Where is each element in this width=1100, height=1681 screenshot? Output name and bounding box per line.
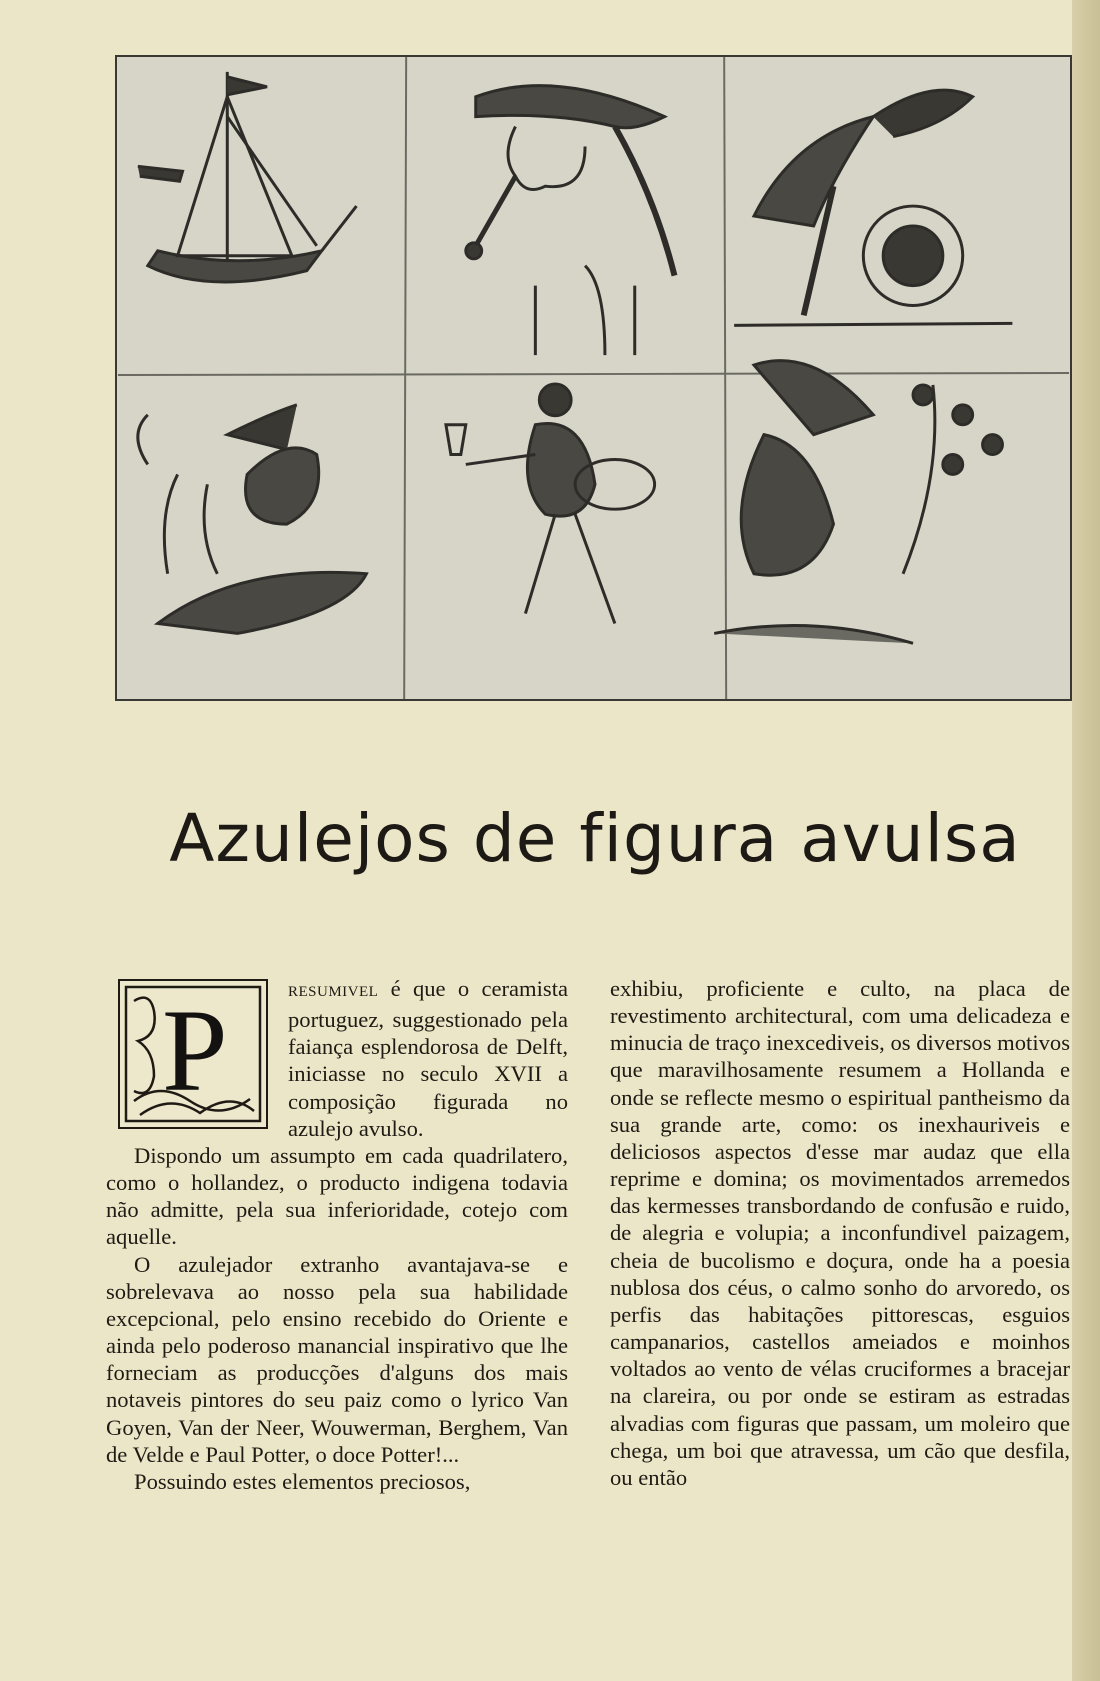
- paragraph-5: exhibiu, proficiente e culto, na placa de revestimento architectural, com uma delicadeza e minucia de traço inexcediveis, os diversos motivos que maravilhosamente resumem a Hollanda e onde se reflecte mesmo o espiritual pantheismo da sua grande arte, como: os inexhauriveis e deliciosos aspectos d'esse mar audaz que ella reprime e domina; os movimentados arremedos das kermesses transbordando de confusão e ruido, de alegria e volupia; a inconfundivel paizagem, cheia de bucolismo e doçura, onde ha a poesia nublosa dos céus, o calmo sonho do arvoredo, os perfis das habitações pittorescas, esguios campanarios, castellos ameiados e moinhos voltados ao vento de vélas cruciformes a bracejar na clareira, ou por onde se estiram as estradas alvadias com figuras que passam, um moleiro que chega, um boi que atravessa, um cão que desfila, ou então: [610, 976, 1070, 1490]
- article-title: Azulejos de figura avulsa: [169, 800, 1021, 877]
- page-edge: [1072, 0, 1100, 1681]
- azulejo-illustration: [115, 55, 1072, 701]
- right-column: [610, 975, 1070, 1491]
- paragraph-4: Possuindo estes elementos preciosos,: [134, 1468, 471, 1494]
- lead-word: RESUMIVEL: [288, 984, 379, 1000]
- paragraph-2: Dispondo um assumpto em cada quadrilatero, como o hollandez, o producto indigena todavia não admitte, pela sua inferioridade, cotejo com aquelle.: [106, 1142, 568, 1250]
- paragraph-1-text: é que o ceramista portuguez, suggestionado pela faiança esplendorosa de Delft, iniciasse no seculo XVII a composição figurada no azulejo avulso.: [288, 976, 569, 1141]
- drop-cap-letter: P: [162, 985, 228, 1116]
- left-column: [106, 975, 568, 1495]
- drop-cap: [118, 979, 268, 1129]
- paragraph-3: O azulejador extranho avantajava-se e sobrelevava ao nosso pela sua habilidade excepcional, pelo ensino recebido do Oriente e ainda pelo poderoso manancial inspirativo que lhe forneciam as producções d'alguns dos mais notaveis pintores do seu paiz como o lyrico Van Goyen, Van der Neer, Wouwerman, Berghem, Van de Velde e Paul Potter, o doce Potter!...: [106, 1251, 568, 1467]
